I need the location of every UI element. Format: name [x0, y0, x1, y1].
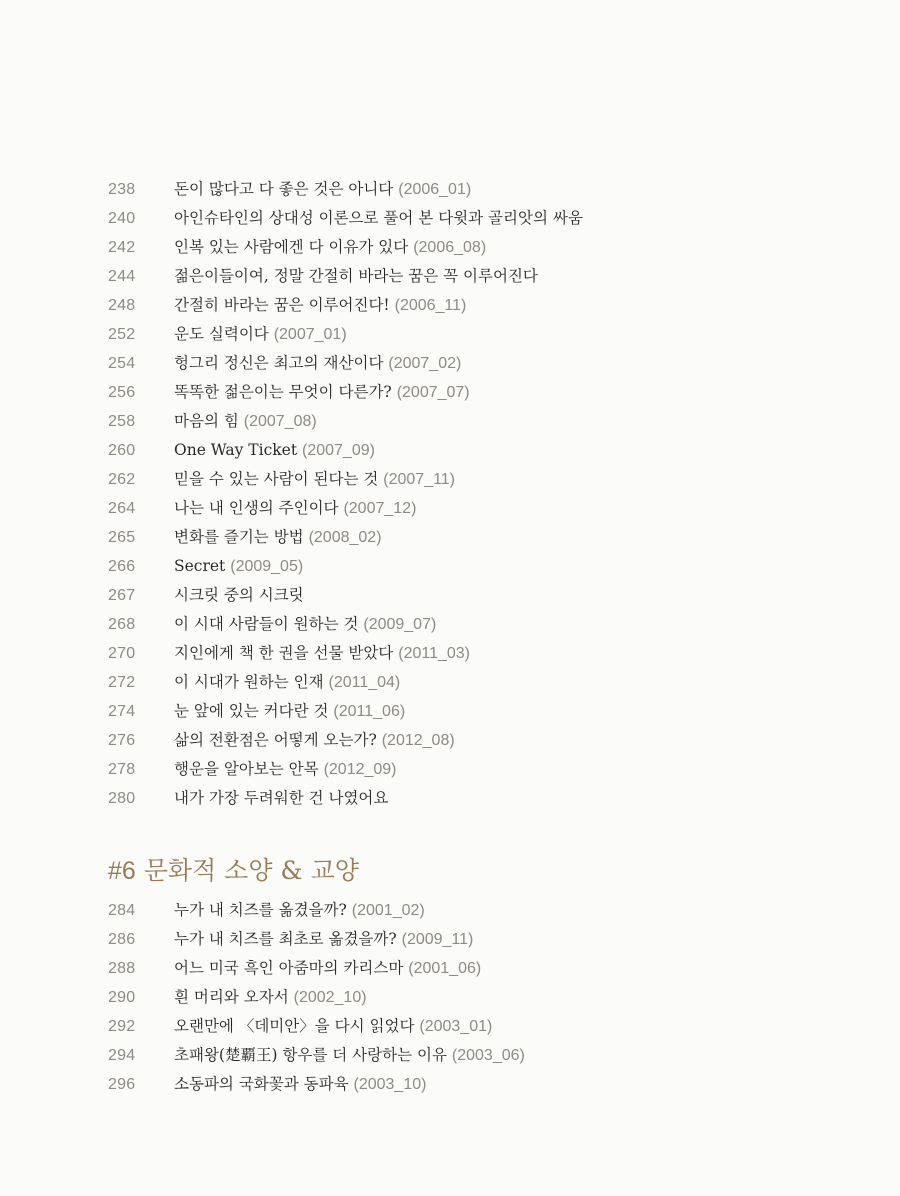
toc-entry-text: [174, 610, 436, 639]
toc-entry-title: 누가 내 치즈를 옮겼을까?: [174, 901, 347, 919]
toc-entry-title: 눈 앞에 있는 커다란 것: [174, 702, 329, 720]
toc-entry: [0, 1012, 900, 1041]
toc-page-number: 254: [108, 355, 136, 372]
toc-entry: [0, 291, 900, 320]
toc-entry-title: 마음의 힘: [174, 412, 239, 430]
toc-page-number: 260: [108, 442, 136, 459]
toc-entry: [0, 349, 900, 378]
toc-page-number: 274: [108, 703, 136, 720]
toc-entry: [0, 983, 900, 1012]
toc-entry-text: [174, 233, 486, 262]
toc-entry-date: (2007_08): [243, 413, 317, 430]
toc-entry-title: Secret: [174, 557, 226, 575]
toc-entry-text: [174, 320, 347, 349]
toc-entry: [0, 784, 900, 813]
toc-entry-title: One Way Ticket: [174, 441, 298, 459]
toc-entry: [0, 954, 900, 983]
toc-entry-date: (2001_06): [408, 960, 482, 977]
toc-page-number: 238: [108, 181, 136, 198]
toc-entry-date: (2003_01): [419, 1018, 493, 1035]
toc-page-number: 296: [108, 1076, 136, 1093]
toc-entry-date: (2011_06): [333, 703, 406, 720]
toc-page-number: 240: [108, 210, 136, 227]
toc-entry-date: (2011_03): [398, 645, 470, 662]
toc-entry-text: [174, 581, 304, 610]
toc-page-number: 252: [108, 326, 136, 343]
toc-entry: [0, 407, 900, 436]
toc-entry-title: 행운을 알아보는 안목: [174, 760, 319, 778]
toc-entry-date: (2012_08): [381, 732, 455, 749]
toc-entry-date: (2006_01): [398, 181, 472, 198]
toc-entry-date: (2003_06): [451, 1047, 525, 1064]
toc-page-number: 276: [108, 732, 136, 749]
toc-entry-title: 시크릿 중의 시크릿: [174, 586, 304, 604]
toc-entry-text: [174, 523, 382, 552]
toc-entry-title: 오랜만에 〈데미안〉을 다시 읽었다: [174, 1017, 415, 1035]
toc-page-number: 268: [108, 616, 136, 633]
toc-entry: [0, 204, 900, 233]
toc-entry-title: 똑똑한 젊은이는 무엇이 다른가?: [174, 383, 392, 401]
section-number: #6: [108, 857, 136, 885]
toc-entry: [0, 896, 900, 925]
toc-entry-title: 흰 머리와 오자서: [174, 988, 289, 1006]
toc-entry-text: [174, 291, 466, 320]
toc-entry-text: [174, 726, 455, 755]
toc-entry: [0, 581, 900, 610]
toc-page-number: 288: [108, 960, 136, 977]
toc-entry-title: 운도 실력이다: [174, 325, 269, 343]
toc-entry: [0, 639, 900, 668]
toc-page-number: 262: [108, 471, 136, 488]
toc-page-number: 278: [108, 761, 136, 778]
toc-page-number: 258: [108, 413, 136, 430]
toc-entry-date: (2007_01): [273, 326, 347, 343]
toc-entry-title: 내가 가장 두려워한 건 나였어요: [174, 789, 389, 807]
toc-page-number: 280: [108, 790, 136, 807]
toc-entry-date: (2007_02): [388, 355, 462, 372]
toc-entry-title: 소동파의 국화꽃과 동파육: [174, 1075, 349, 1093]
toc-list-top: [0, 175, 900, 813]
toc-entry-date: (2007_07): [396, 384, 470, 401]
toc-entry: [0, 494, 900, 523]
toc-entry: [0, 378, 900, 407]
toc-page-number: 286: [108, 931, 136, 948]
toc-entry-date: (2009_05): [230, 558, 304, 575]
toc-page-number: 266: [108, 558, 136, 575]
toc-entry-title: 인복 있는 사람에겐 다 이유가 있다: [174, 238, 409, 256]
toc-entry: [0, 320, 900, 349]
toc-entry: [0, 552, 900, 581]
toc-entry-text: [174, 896, 425, 925]
toc-page-number: 284: [108, 902, 136, 919]
toc-entry-date: (2009_11): [401, 931, 474, 948]
toc-entry-date: (2006_11): [394, 297, 467, 314]
toc-page-number: 290: [108, 989, 136, 1006]
toc-entry: [0, 465, 900, 494]
toc-entry-text: [174, 349, 461, 378]
toc-entry-text: [174, 407, 317, 436]
toc-entry-title: 돈이 많다고 다 좋은 것은 아니다: [174, 180, 394, 198]
toc-entry-date: (2009_07): [363, 616, 437, 633]
toc-entry: [0, 1041, 900, 1070]
toc-list-bottom: [0, 896, 900, 1099]
toc-page-number: 248: [108, 297, 136, 314]
toc-entry-text: [174, 925, 473, 954]
toc-entry: [0, 436, 900, 465]
toc-entry-text: [174, 378, 470, 407]
toc-page-number: 256: [108, 384, 136, 401]
toc-entry-title: 믿을 수 있는 사람이 된다는 것: [174, 470, 379, 488]
toc-entry-text: [174, 204, 583, 233]
section-heading: [108, 851, 359, 887]
toc-entry-title: 헝그리 정신은 최고의 재산이다: [174, 354, 384, 372]
toc-page-number: 270: [108, 645, 136, 662]
toc-entry-title: 초패왕(楚覇王) 항우를 더 사랑하는 이유: [174, 1046, 447, 1064]
toc-entry-text: [174, 436, 375, 465]
toc-entry: [0, 697, 900, 726]
toc-entry-title: 어느 미국 흑인 아줌마의 카리스마: [174, 959, 404, 977]
toc-entry: [0, 175, 900, 204]
toc-entry-text: [174, 465, 455, 494]
toc-entry-date: (2008_02): [308, 529, 382, 546]
toc-entry-date: (2007_09): [302, 442, 375, 459]
section-title: 문화적 소양 & 교양: [143, 856, 359, 885]
toc-entry-title: 아인슈타인의 상대성 이론으로 풀어 본 다윗과 골리앗의 싸움: [174, 209, 583, 227]
toc-page-number: 294: [108, 1047, 136, 1064]
toc-entry-title: 이 시대가 원하는 인재: [174, 673, 324, 691]
toc-entry-text: [174, 668, 400, 697]
toc-entry-title: 변화를 즐기는 방법: [174, 528, 304, 546]
toc-entry: [0, 262, 900, 291]
toc-entry-title: 젊은이들이여, 정말 간절히 바라는 꿈은 꼭 이루어진다: [174, 267, 538, 285]
toc-entry: [0, 755, 900, 784]
toc-entry: [0, 925, 900, 954]
toc-entry-date: (2007_12): [343, 500, 417, 517]
toc-entry-text: [174, 1070, 426, 1099]
toc-entry-date: (2002_10): [293, 989, 367, 1006]
toc-entry-text: [174, 552, 303, 581]
toc-page-number: 242: [108, 239, 136, 256]
toc-entry-text: [174, 983, 367, 1012]
toc-page-number: 267: [108, 587, 136, 604]
toc-entry-title: 나는 내 인생의 주인이다: [174, 499, 339, 517]
toc-entry-title: 누가 내 치즈를 최초로 옮겼을까?: [174, 930, 397, 948]
toc-entry-text: [174, 755, 397, 784]
toc-entry-text: [174, 175, 471, 204]
toc-entry-text: [174, 784, 388, 813]
toc-entry: [0, 726, 900, 755]
toc-entry-title: 지인에게 책 한 권을 선물 받았다: [174, 644, 394, 662]
toc-entry-date: (2003_10): [353, 1076, 427, 1093]
toc-entry-text: [174, 697, 405, 726]
toc-entry-title: 이 시대 사람들이 원하는 것: [174, 615, 359, 633]
toc-page-number: 244: [108, 268, 136, 285]
toc-entry: [0, 668, 900, 697]
toc-entry: [0, 610, 900, 639]
toc-entry-text: [174, 262, 538, 291]
toc-entry-text: [174, 639, 470, 668]
toc-entry-date: (2006_08): [413, 239, 487, 256]
toc-entry-title: 삶의 전환점은 어떻게 오는가?: [174, 731, 377, 749]
toc-entry: [0, 1070, 900, 1099]
toc-entry-text: [174, 1012, 492, 1041]
toc-entry-text: [174, 954, 481, 983]
toc-entry: [0, 233, 900, 262]
toc-entry-date: (2012_09): [323, 761, 397, 778]
toc-entry: [0, 523, 900, 552]
toc-page-number: 265: [108, 529, 136, 546]
toc-page-number: 264: [108, 500, 136, 517]
toc-entry-date: (2007_11): [383, 471, 456, 488]
toc-entry-date: (2011_04): [328, 674, 401, 691]
toc-entry-text: [174, 1041, 525, 1070]
toc-entry-title: 간절히 바라는 꿈은 이루어진다!: [174, 296, 390, 314]
toc-page-number: 292: [108, 1018, 136, 1035]
toc-entry-text: [174, 494, 416, 523]
toc-entry-date: (2001_02): [351, 902, 425, 919]
toc-page-number: 272: [108, 674, 136, 691]
